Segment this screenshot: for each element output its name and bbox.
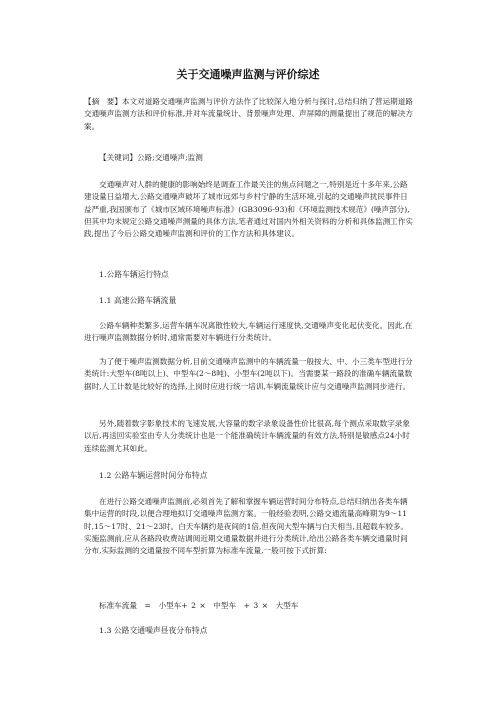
paragraph-2: 为了便于噪声监测数据分析,目前交通噪声监测中的车辆流量一般按大、中、小三类车型进行分类统计:大型车(8吨以上)、中型车(2～8吨)、小型车(2吨以下)。当需要某一路段的准确车辆流量数据时,人工计数是比较好的选择,上岗时应进行统一培训,车辆流量统计应与交通噪声监测同步进行。 (84, 357, 413, 391)
abstract: 【摘 要】本文对道路交通噪声监测与评价方法作了比较深入地分析与探讨,总结归纳了营运期道路交通噪声监测方法和评价标准,并对车流量统计、背景噪声处理、声屏障的测量提出了规范的解决方案。 (84, 97, 413, 131)
section-1-heading: 1.公路车辆运行特点 (99, 270, 169, 279)
paragraph-1: 公路车辆种类繁多,运营车辆车况离散性较大,车辆运行速度快,交通噪声变化起伏变化。因此,在进行噪声监测数据分析时,通常需要对车辆进行分类统计。 (84, 321, 413, 343)
section-1-2-heading: 1.2 公路车辆运营时间分布特点 (99, 471, 208, 480)
paragraph-4: 在进行公路交通噪声监测前,必须首先了解和掌握车辆运营时间分布特点,总结归纳出各类车辆集中运营的时段,以便合理地拟订交通噪声监测方案。一般经验表明,公路交通流量高峰期为9～11时,15～17时、21～23时。白天车辆约是夜间的1倍,但夜间大型车辆与白天相当,且超载车较多。实施监测前,应从各路段收费站调阅近期交通量数据并进行分类统计,给出公路各类车辆交通量时间分布,实际监测的交通量按不同车型折算为标准车流量,一般可按下式折算: (84, 497, 409, 556)
formula: 标准车流量 = 小型车+ 2 × 中型车 + 3 × 大型车 (99, 601, 299, 610)
keywords: 【关键词】公路;交通噪声;监测 (99, 153, 203, 162)
paragraph-3: 另外,随着数字影象技术的飞速发展,大容量的数字录象设备性价比很高,每个测点采取数字录象以后,再送回实验室由专人分类统计也是一个能准确统计车辆流量的有效方法,特别是敏感点24小时连续监测尤其如此。 (84, 419, 410, 453)
section-1-3-heading: 1.3 公路交通噪声昼夜分布特点 (99, 626, 208, 635)
section-1-1-heading: 1.1 高速公路车辆流量 (99, 296, 177, 305)
document-title: 关于交通噪声监测与评价综述 (176, 68, 320, 81)
intro-paragraph: 交通噪声对人群的健康的影响始终是调查工作最关注的焦点问题之一,特别是近十多年来,公路建设量日益增大,公路交通噪声破坏了城市远郊与乡村宁静的生活环境,引起的交通噪声扰民事件日益严重,我国颁布了《城市区域环境噪声标准》(GB3096-93)和《环境监测技术规范》(噪声部分),但其中均未规定公路交通噪声测量的具体方法,笔者通过对国内外相关资料的分析和具体监测工作实践,提出了今后公路交通噪声监测和评价的工作方法和具体建议。 (84, 180, 413, 239)
